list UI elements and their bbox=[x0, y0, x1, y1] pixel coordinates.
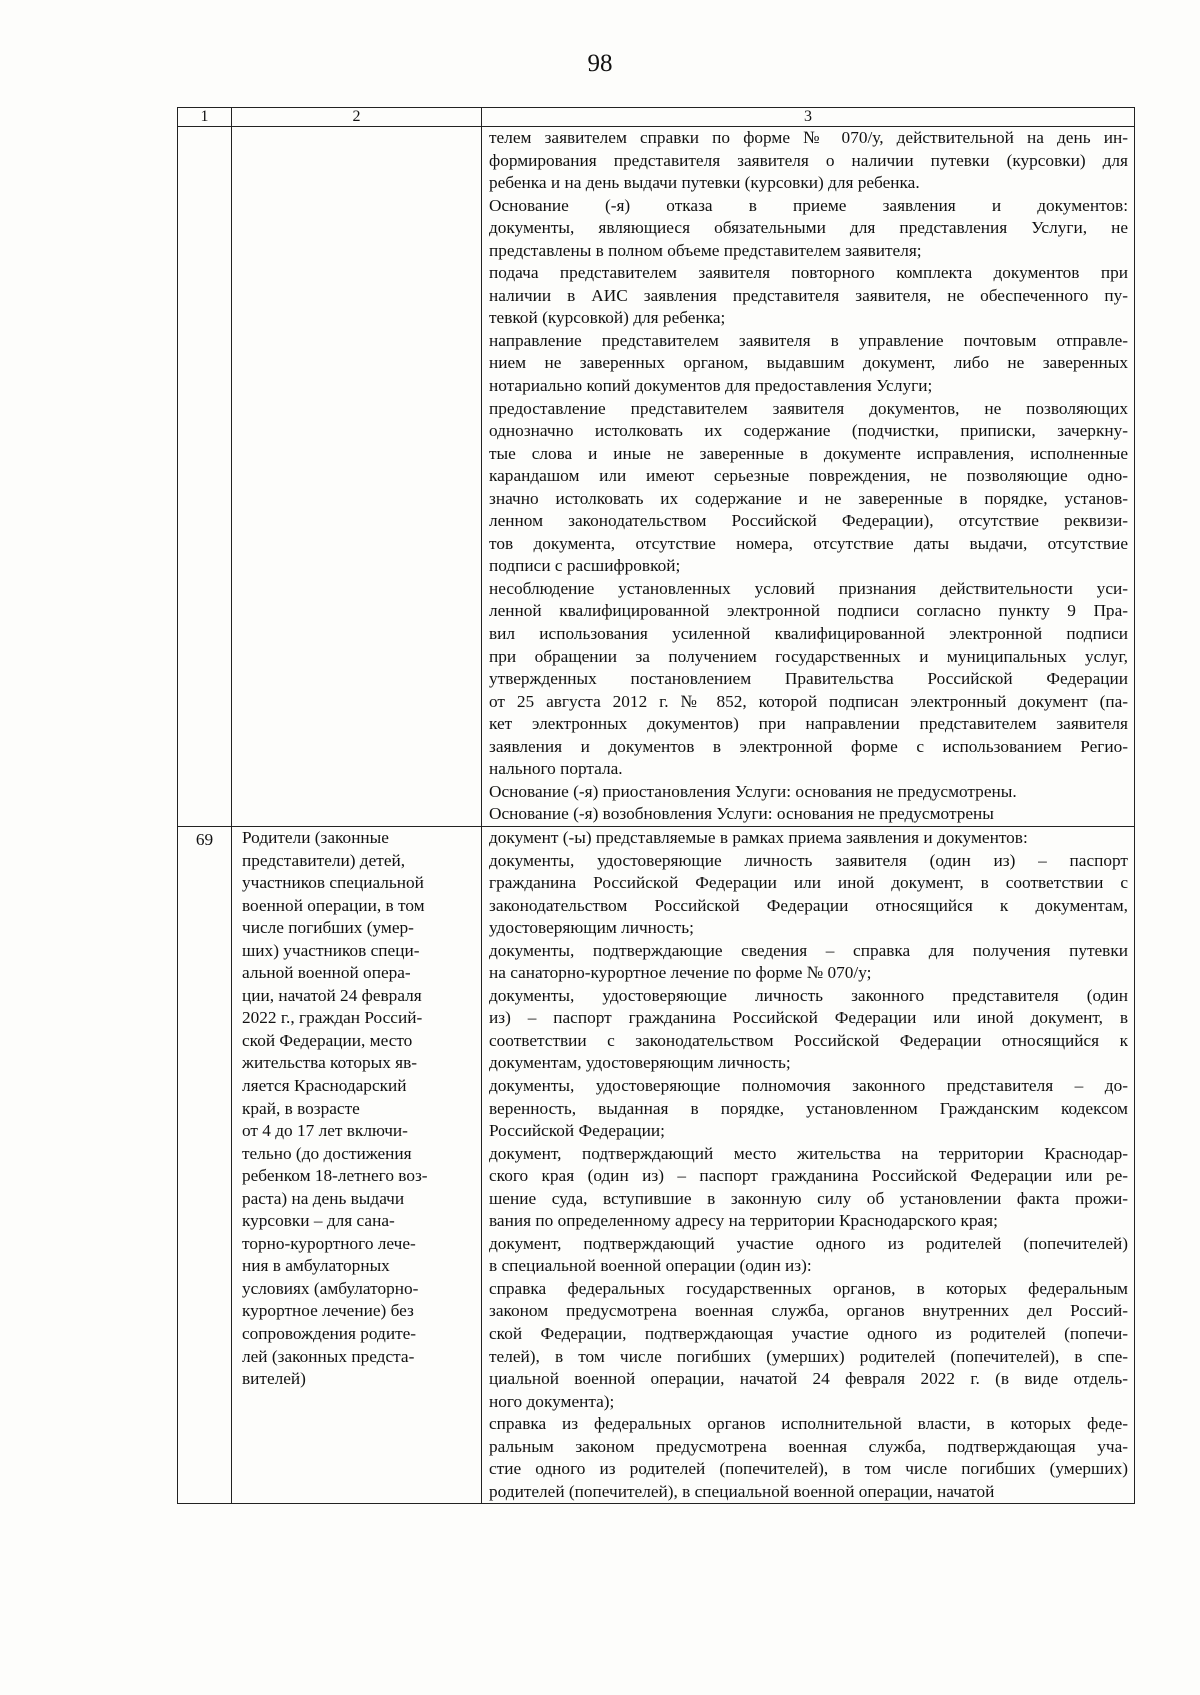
text-line: на санаторно-курортное лечение по форме № 070/у; bbox=[489, 963, 872, 983]
text-line: Российской Федерации; bbox=[489, 1121, 665, 1141]
text-line: от 25 августа 2012 г. № 852, которой подписан электронный документ (па- bbox=[489, 691, 1128, 711]
category-line: условиях (амбулаторно- bbox=[242, 1278, 419, 1298]
text-line: формирования представителя заявителя о наличии путевки (курсовки) для bbox=[489, 150, 1128, 170]
text-line: Основание (-я) возобновления Услуги: основания не предусмотрены bbox=[489, 804, 994, 824]
text-line: предоставление представителем заявителя документов, не позволяющих bbox=[489, 398, 1128, 418]
text-line: ской Федерации, подтверждающая участие одного из родителей (попечи- bbox=[489, 1323, 1128, 1343]
category-line: ших) участников специ- bbox=[242, 940, 420, 960]
text-line: нием не заверенных органом, выдавшим документ, либо не заверенных bbox=[489, 353, 1128, 373]
row-category bbox=[232, 826, 482, 1503]
text-line: документ (-ы) представляемые в рамках приема заявления и документов: bbox=[489, 827, 1028, 847]
category-line: альной военной опера- bbox=[242, 963, 411, 983]
text-line: подача представителем заявителя повторного комплекта документов при bbox=[489, 263, 1128, 283]
text-line: циальной военной операции, начатой 24 февраля 2022 г. (в виде отдель- bbox=[489, 1369, 1128, 1389]
text-line: соответствии с законодательством Российской Федерации относящийся к bbox=[489, 1030, 1128, 1050]
text-line: документы, удостоверяющие полномочия законного представителя – до- bbox=[489, 1075, 1128, 1095]
text-line: родителей (попечителей), в специальной военной операции, начатой bbox=[489, 1481, 995, 1501]
row-description bbox=[482, 826, 1135, 1503]
text-line: ского края (один из) – паспорт гражданина Российской Федерации или ре- bbox=[489, 1166, 1128, 1186]
text-line: несоблюдение установленных условий признания действительности уси- bbox=[489, 578, 1128, 598]
row-number: 69 bbox=[178, 826, 232, 1503]
text-line: справка федеральных государственных органов, в которых федеральным bbox=[489, 1278, 1128, 1298]
text-line: веренность, выданная в порядке, установленном Гражданским кодексом bbox=[489, 1098, 1128, 1118]
text-line: подписи с расшифровкой; bbox=[489, 556, 681, 576]
table-row-continuation bbox=[178, 127, 1135, 827]
category-line: тельно (до достижения bbox=[242, 1143, 412, 1163]
text-line: нального портала. bbox=[489, 759, 623, 779]
category-line: представители) детей, bbox=[242, 850, 406, 870]
category-line: ляется Краснодарский bbox=[242, 1075, 407, 1095]
column-header-3: 3 bbox=[482, 108, 1135, 127]
category-line: Родители (законные bbox=[242, 827, 389, 847]
category-line: раста) на день выдачи bbox=[242, 1188, 405, 1208]
text-line: направление представителем заявителя в управление почтовым отправле- bbox=[489, 330, 1128, 350]
text-line: наличии в АИС заявления представителя заявителя, не обеспеченного пу- bbox=[489, 285, 1128, 305]
text-line: ральным законом предусмотрена военная служба, подтверждающая уча- bbox=[489, 1436, 1128, 1456]
row-description bbox=[482, 127, 1135, 827]
category-line: участников специальной bbox=[242, 873, 424, 893]
text-line: документы, подтверждающие сведения – справка для получения путевки bbox=[489, 940, 1128, 960]
text-line: нотариально копий документов для предоставления Услуги; bbox=[489, 376, 933, 396]
column-header-2: 2 bbox=[232, 108, 482, 127]
category-line: курортное лечение) без bbox=[242, 1301, 414, 1321]
text-line: законом предусмотрена военная служба, органов внутренних дел Россий- bbox=[489, 1301, 1128, 1321]
category-line: 2022 г., граждан Россий- bbox=[242, 1008, 423, 1028]
text-line: представлены в полном объеме представителем заявителя; bbox=[489, 240, 922, 260]
text-line: из) – паспорт гражданина Российской Федерации или иной документ, в bbox=[489, 1008, 1128, 1028]
category-line: военной операции, в том bbox=[242, 895, 425, 915]
text-line: гражданина Российской Федерации или иной документ, в соответствии с bbox=[489, 873, 1128, 893]
text-line: телем заявителем справки по форме № 070/у, действительной на день ин- bbox=[489, 128, 1128, 147]
text-line: в специальной военной операции (один из): bbox=[489, 1256, 812, 1276]
category-line: числе погибших (умер- bbox=[242, 918, 414, 938]
text-line: карандашом или имеют серьезные повреждения, не позволяющие одно- bbox=[489, 466, 1128, 486]
text-line: удостоверяющим личность; bbox=[489, 918, 694, 938]
text-line: кет электронных документов) при направлении представителем заявителя bbox=[489, 714, 1128, 734]
text-line: телей), в том числе погибших (умерших) родителей (попечителей), в спе- bbox=[489, 1346, 1128, 1366]
category-line: ребенком 18-летнего воз- bbox=[242, 1166, 428, 1186]
text-line: шение суда, вступившие в законную силу об установлении факта прожи- bbox=[489, 1188, 1128, 1208]
text-line: значно истолковать их содержание и не заверенные в порядке, установ- bbox=[489, 488, 1128, 508]
table-header-row bbox=[178, 108, 1135, 127]
text-line: документы, являющиеся обязательными для представления Услуги, не bbox=[489, 218, 1128, 238]
text-line: документам, удостоверяющим личность; bbox=[489, 1053, 791, 1073]
text-line: ного документа); bbox=[489, 1391, 615, 1411]
text-line: документ, подтверждающий участие одного из родителей (попечителей) bbox=[489, 1233, 1128, 1253]
document-table bbox=[177, 107, 1135, 1504]
row-number bbox=[178, 127, 232, 827]
text-line: документ, подтверждающий место жительства на территории Краснодар- bbox=[489, 1143, 1128, 1163]
category-line: курсовки – для сана- bbox=[242, 1211, 395, 1231]
text-line: тов документа, отсутствие номера, отсутствие даты выдачи, отсутствие bbox=[489, 533, 1128, 553]
text-line: вил использования усиленной квалифицированной электронной подписи bbox=[489, 624, 1128, 644]
text-line: заявления и документов в электронной форме с использованием Регио- bbox=[489, 736, 1128, 756]
text-line: утвержденных постановлением Правительства Российской Федерации bbox=[489, 669, 1128, 689]
text-line: документы, удостоверяющие личность законного представителя (один bbox=[489, 985, 1128, 1005]
category-line: лей (законных предста- bbox=[242, 1346, 415, 1366]
text-line: документы, удостоверяющие личность заявителя (один из) – паспорт bbox=[489, 850, 1128, 870]
category-line: край, в возрасте bbox=[242, 1098, 360, 1118]
text-line: ленной квалифицированной электронной подписи согласно пункту 9 Пра- bbox=[489, 601, 1128, 621]
text-line: вания по определенному адресу на территории Краснодарского края; bbox=[489, 1211, 998, 1231]
category-line: ции, начатой 24 февраля bbox=[242, 985, 422, 1005]
category-line: ской Федерации, место bbox=[242, 1030, 413, 1050]
text-line: при обращении за получением государственных и муниципальных услуг, bbox=[489, 646, 1128, 666]
text-line: тые слова и иные не заверенные в документе исправления, исполненные bbox=[489, 443, 1128, 463]
text-line: ребенка и на день выдачи путевки (курсовки) для ребенка. bbox=[489, 173, 920, 193]
category-line: ния в амбулаторных bbox=[242, 1256, 390, 1276]
column-header-1: 1 bbox=[178, 108, 232, 127]
category-line: сопровождения родите- bbox=[242, 1323, 417, 1343]
text-line: стие одного из родителей (попечителей), в том числе погибших (умерших) bbox=[489, 1459, 1128, 1479]
text-line: однозначно истолковать их содержание (подчистки, приписки, зачеркну- bbox=[489, 421, 1128, 441]
category-line: жительства которых яв- bbox=[242, 1053, 418, 1073]
text-line: Основание (-я) отказа в приеме заявления и документов: bbox=[489, 195, 1128, 215]
table-row-69 bbox=[178, 826, 1135, 1503]
category-line: от 4 до 17 лет включи- bbox=[242, 1121, 408, 1141]
text-line: Основание (-я) приостановления Услуги: основания не предусмотрены. bbox=[489, 781, 1017, 801]
page-number: 98 bbox=[587, 50, 613, 77]
category-line: торно-курортного лече- bbox=[242, 1233, 416, 1253]
text-line: ленном законодательством Российской Федерации), отсутствие реквизи- bbox=[489, 511, 1128, 531]
text-line: справка из федеральных органов исполнительной власти, в которых феде- bbox=[489, 1414, 1128, 1434]
category-line: вителей) bbox=[242, 1369, 306, 1389]
text-line: тевкой (курсовкой) для ребенка; bbox=[489, 308, 726, 328]
row-category bbox=[232, 127, 482, 827]
text-line: законодательством Российской Федерации относящийся к документам, bbox=[489, 895, 1128, 915]
